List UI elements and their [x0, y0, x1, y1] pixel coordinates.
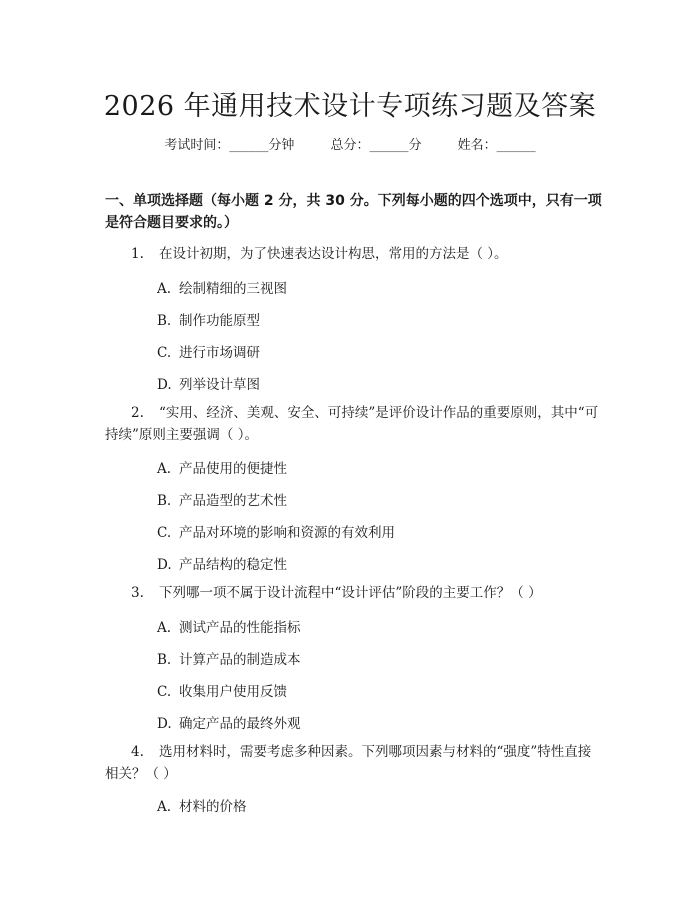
option-letter: C. [157, 345, 172, 361]
option-letter: A. [157, 461, 172, 477]
option-text: 制作功能原型 [179, 313, 260, 329]
question-number: 2. [131, 405, 144, 421]
question-1 [105, 243, 600, 265]
option-2d [157, 553, 287, 573]
option-letter: A. [157, 620, 172, 636]
option-text: 测试产品的性能指标 [179, 620, 301, 636]
option-4a [157, 795, 247, 815]
option-text: 绘制精细的三视图 [179, 281, 287, 297]
option-text: 确定产品的最终外观 [179, 716, 301, 732]
option-2b [157, 489, 287, 509]
option-letter: C. [157, 684, 172, 700]
option-1a [157, 277, 287, 297]
question-text: “实用、经济、美观、安全、可持续”是评价设计作品的重要原则，其中“可持续”原则主要强调（ ）。 [105, 405, 599, 443]
question-3 [105, 582, 600, 604]
option-text: 进行市场调研 [179, 345, 260, 361]
option-text: 产品造型的艺术性 [179, 493, 287, 509]
page-title: 2026 年通用技术设计专项练习题及答案 [103, 91, 597, 122]
option-text: 产品使用的便捷性 [179, 461, 287, 477]
question-text: 下列哪一项不属于设计流程中“设计评估”阶段的主要工作？（ ） [159, 585, 542, 601]
option-letter: D. [157, 377, 172, 393]
question-number: 4. [131, 744, 144, 760]
option-letter: B. [157, 493, 172, 509]
exam-score: 总分：______分 [330, 138, 422, 153]
question-text: 在设计初期，为了快速表达设计构思，常用的方法是（ ）。 [159, 246, 508, 262]
exam-meta [0, 134, 700, 153]
question-text: 选用材料时，需要考虑多种因素。下列哪项因素与材料的“强度”特性直接相关？（ ） [105, 744, 592, 782]
option-text: 列举设计草图 [179, 377, 260, 393]
option-letter: B. [157, 652, 172, 668]
option-3d [157, 712, 301, 732]
option-letter: D. [157, 557, 172, 573]
option-3c [157, 680, 287, 700]
option-text: 材料的价格 [179, 799, 247, 815]
option-text: 产品结构的稳定性 [179, 557, 287, 573]
option-1d [157, 373, 260, 393]
question-number: 1. [131, 246, 144, 262]
option-text: 产品对环境的影响和资源的有效利用 [179, 525, 395, 541]
option-2c [157, 521, 395, 541]
question-number: 3. [131, 585, 144, 601]
option-2a [157, 457, 287, 477]
section-heading: 一、单项选择题（每小题 2 分，共 30 分。下列每小题的四个选项中，只有一项是符合题目要求的。） [105, 193, 602, 231]
option-letter: A. [157, 281, 172, 297]
option-letter: D. [157, 716, 172, 732]
option-3a [157, 616, 301, 636]
option-3b [157, 648, 301, 668]
option-letter: A. [157, 799, 172, 815]
option-text: 计算产品的制造成本 [179, 652, 301, 668]
exam-name: 姓名：______ [457, 138, 536, 153]
question-2 [105, 402, 600, 446]
option-letter: C. [157, 525, 172, 541]
exam-time: 考试时间：______分钟 [164, 138, 295, 153]
question-4 [105, 741, 600, 785]
option-1c [157, 341, 260, 361]
option-text: 收集用户使用反馈 [179, 684, 287, 700]
option-letter: B. [157, 313, 172, 329]
option-1b [157, 309, 260, 329]
